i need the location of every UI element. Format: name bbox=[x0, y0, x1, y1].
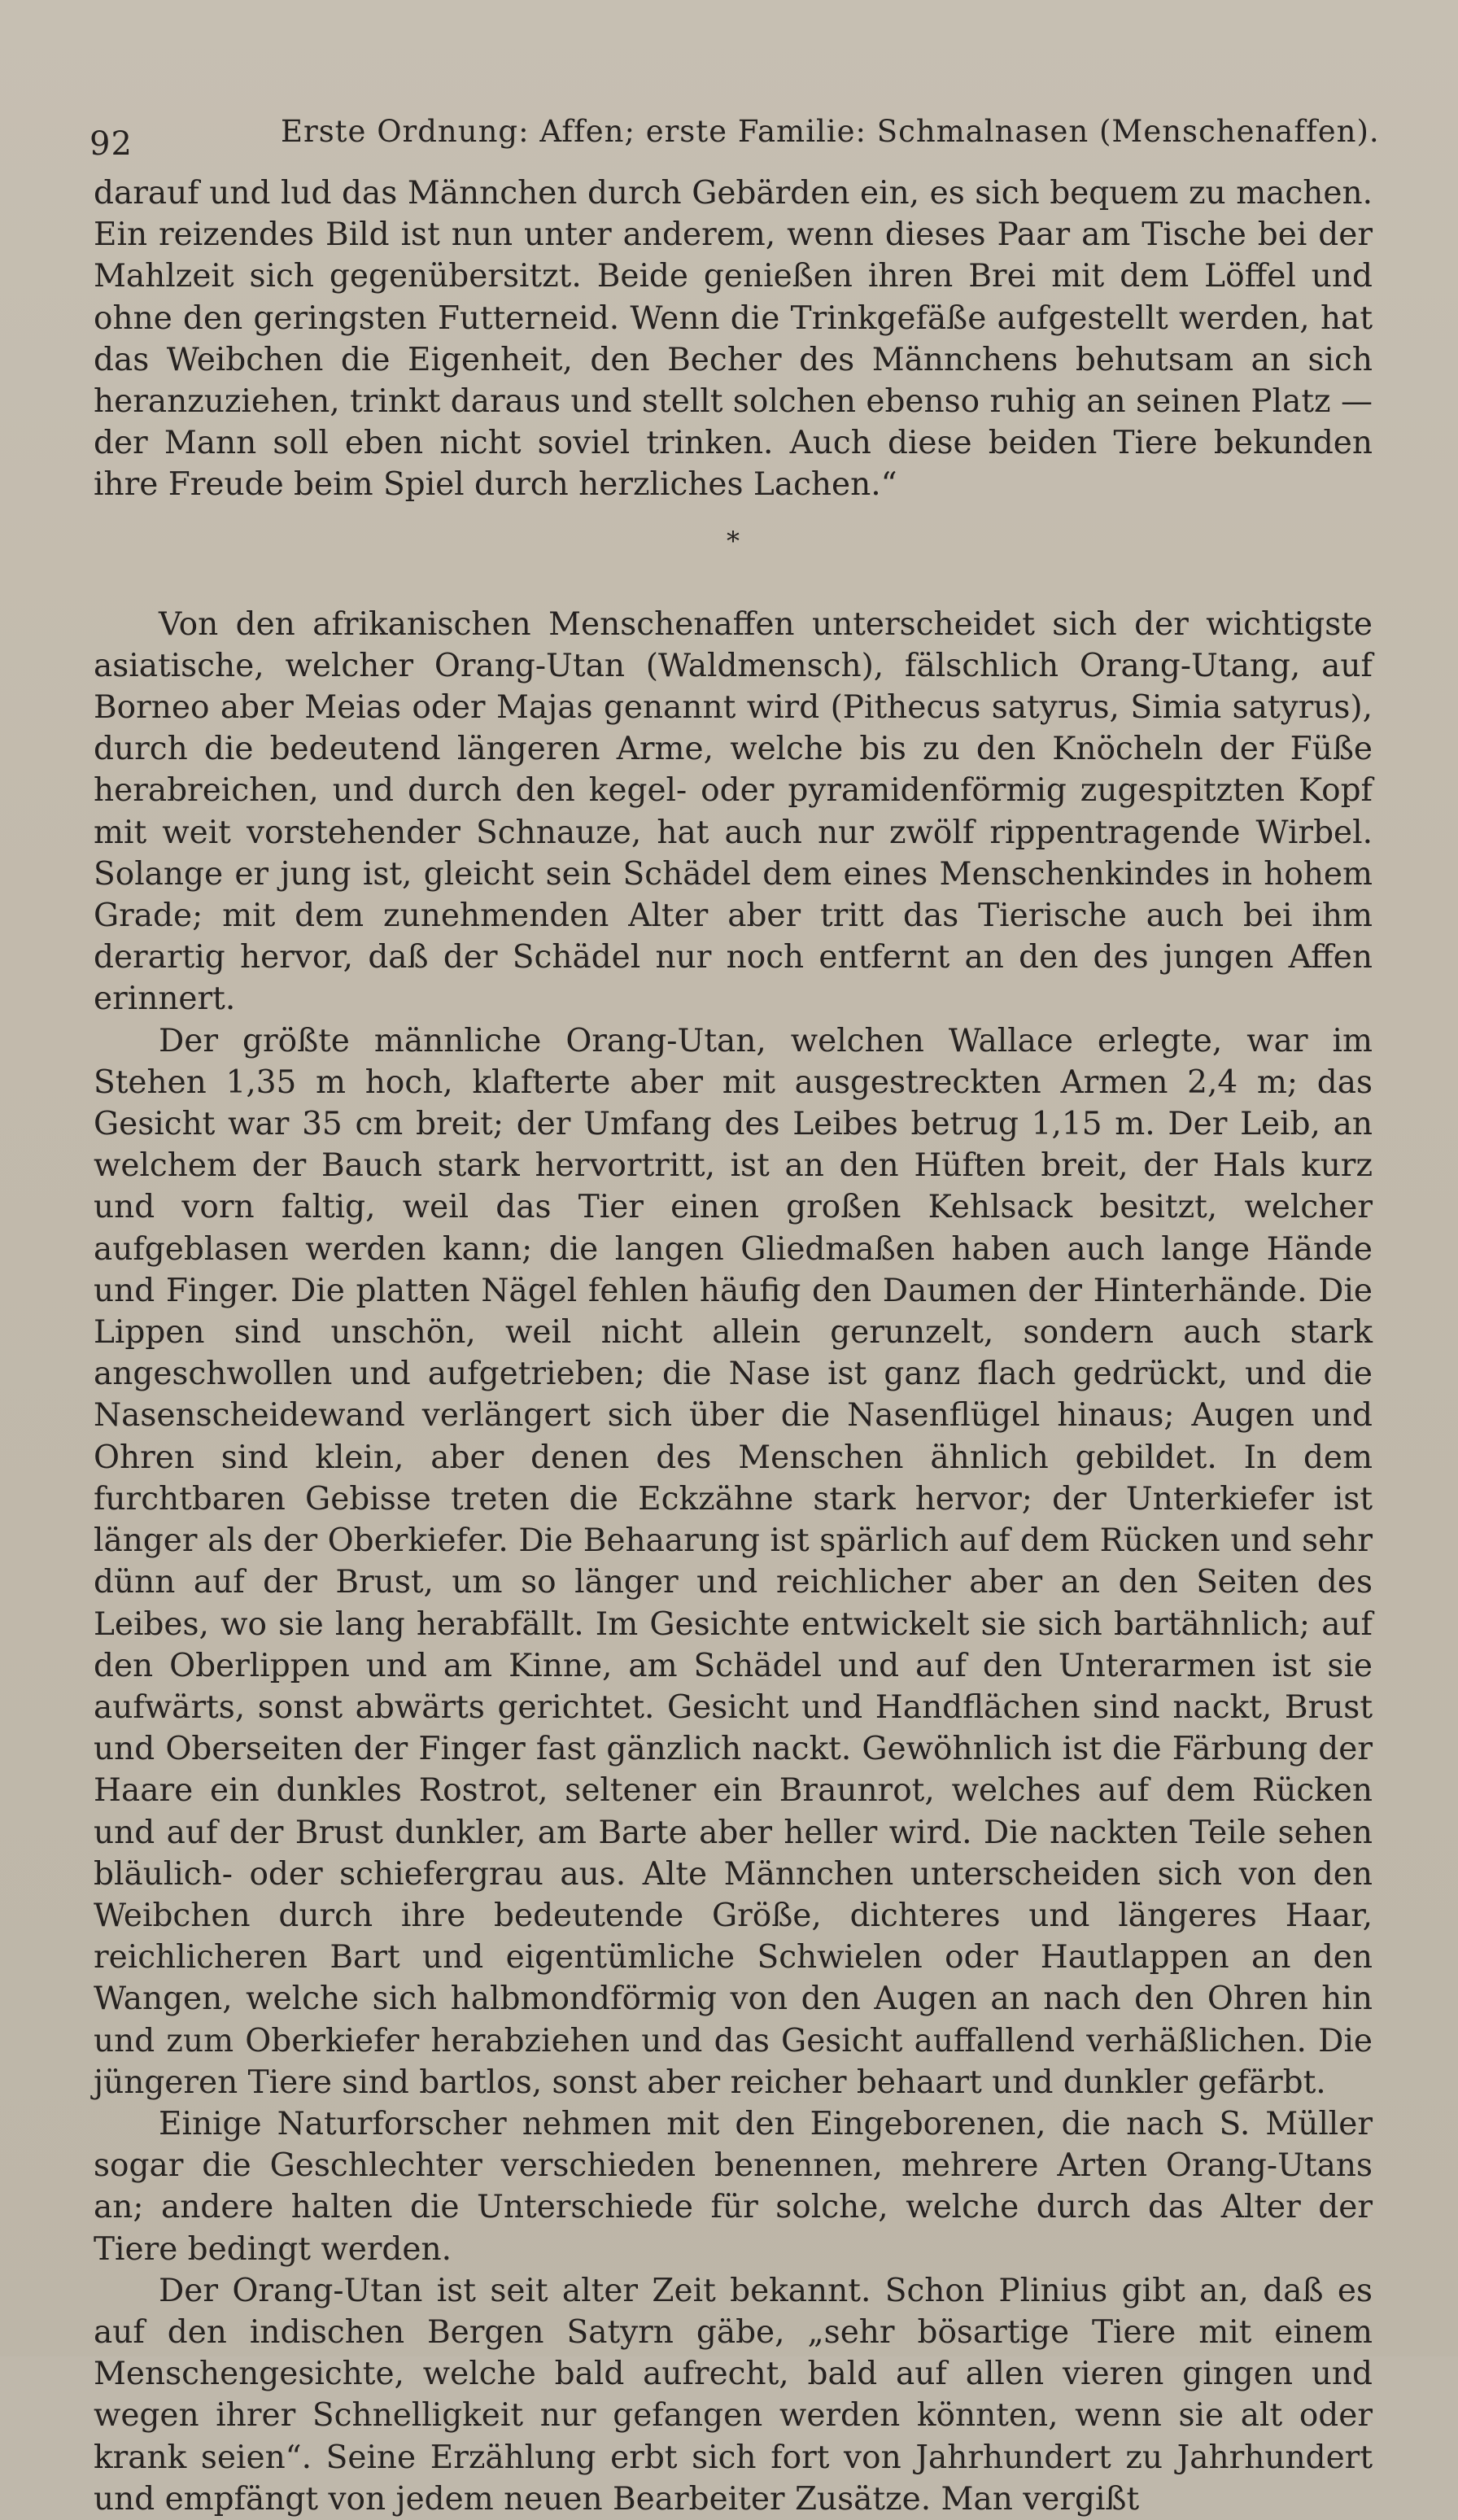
paragraph-orang-utan-species: Einige Naturforscher nehmen mit den Eingeborenen, die nach S. Müller sogar die Geschlechter verschieden benennen, mehrere Arten Orang-Utans an; andere halten die Unterschiede für solche, welche durch das Alter der Tiere bedingt werden. bbox=[94, 2105, 1373, 2268]
section-separator-asterisk: * bbox=[727, 525, 740, 557]
running-head: Erste Ordnung: Affen; erste Familie: Schmalnasen (Menschenaffen). bbox=[281, 114, 1380, 149]
page-number: 92 bbox=[89, 125, 133, 163]
paragraph-orang-utan-intro: Von den afrikanischen Menschenaffen unterscheidet sich der wichtigste asiatische, welcher Orang-Utan (Waldmensch), fälschlich Orang-Utang, auf Borneo aber Meias oder Majas genannt wird (Pithecus satyrus, Simia satyrus), durch die bedeutend längeren Arme, welche bis zu den Knöcheln der Füße herabreichen, und durch den kegel- oder pyramidenförmig zugespitzten Kopf mit weit vorstehender Schnauze, hat auch nur zwölf rippentragende Wirbel. Solange er jung ist, gleicht sein Schädel dem eines Menschenkindes in hohem Grade; mit dem zunehmenden Alter aber tritt das Tierische auch bei ihm derartig hervor, daß der Schädel nur noch entfernt an den des jungen Affen erinnert. bbox=[94, 605, 1373, 1018]
paragraph-continuation: darauf und lud das Männchen durch Gebärden ein, es sich bequem zu machen. Ein reizendes Bild ist nun unter anderem, wenn dieses Paar am Tische bei der Mahlzeit sich gegenübersitzt. Beide genießen ihren Brei mit dem Löffel und ohne den geringsten Futterneid. Wenn die Trinkgefäße aufgestellt werden, hat das Weibchen die Eigenheit, den Becher des Männchens behutsam an sich heranzuziehen, trinkt daraus und stellt solchen ebenso ruhig an seinen Platz — der Mann soll eben nicht soviel trinken. Auch diese beiden Tiere bekunden ihre Freude beim Spiel durch herzliches Lachen.“ bbox=[94, 175, 1373, 504]
page-header bbox=[89, 114, 1383, 163]
paragraph-orang-utan-description: Der größte männliche Orang-Utan, welchen Wallace erlegte, war im Stehen 1,35 m hoch, klafterte aber mit ausgestreckten Armen 2,4 m; das Gesicht war 35 cm breit; der Umfang des Leibes betrug 1,15 m. Der Leib, an welchem der Bauch stark hervortritt, ist an den Hüften breit, der Hals kurz und vorn faltig, weil das Tier einen großen Kehlsack besitzt, welcher aufgeblasen werden kann; die langen Gliedmaßen haben auch lange Hände und Finger. Die platten Nägel fehlen häufig den Daumen der Hinterhände. Die Lippen sind unschön, weil nicht allein gerunzelt, sondern auch stark angeschwollen und aufgetrieben; die Nase ist ganz flach gedrückt, und die Nasenscheidewand verlängert sich über die Nasenflügel hinaus; Augen und Ohren sind klein, aber denen des Menschen ähnlich gebildet. In dem furchtbaren Gebisse treten die Eckzähne stark hervor; der Unterkiefer ist länger als der Oberkiefer. Die Behaarung ist spärlich auf dem Rücken und sehr dünn auf der Brust, um so länger und reichlicher aber an den Seiten des Leibes, wo sie lang herabfällt. Im Gesichte entwickelt sie sich bartähnlich; auf den Oberlippen und am Kinne, am Schädel und auf den Unterarmen ist sie aufwärts, sonst abwärts gerichtet. Gesicht und Handflächen sind nackt, Brust und Oberseiten der Finger fast gänzlich nackt. Gewöhnlich ist die Färbung der Haare ein dunkles Rostrot, seltener ein Braunrot, welches auf dem Rücken und auf der Brust dunkler, am Barte aber heller wird. Die nackten Teile sehen bläulich- oder schiefergrau aus. Alte Männchen unterscheiden sich von den Weibchen durch ihre bedeutende Größe, dichteres und längeres Haar, reichlicheren Bart und eigentümliche Schwielen oder Hautlappen an den Wangen, welche sich halbmondförmig von den Augen an nach den Ohren hin und zum Oberkiefer herabziehen und das Gesicht auffallend verhäßlichen. Die jüngeren Tiere sind bartlos, sonst aber reicher behaart und dunkler gefärbt. bbox=[94, 1022, 1373, 2101]
paragraph-orang-utan-history: Der Orang-Utan ist seit alter Zeit bekannt. Schon Plinius gibt an, daß es auf den indischen Bergen Satyrn gäbe, „sehr bösartige Tiere mit einem Menschengesichte, welche bald aufrecht, bald auf allen vieren gingen und wegen ihrer Schnelligkeit nur gefangen werden könnten, wenn sie alt oder krank seien“. Seine Erzählung erbt sich fort von Jahrhundert zu Jahrhundert und empfängt von jedem neuen Bearbeiter Zusätze. Man vergißt bbox=[94, 2272, 1373, 2518]
body-text bbox=[94, 173, 1373, 2520]
